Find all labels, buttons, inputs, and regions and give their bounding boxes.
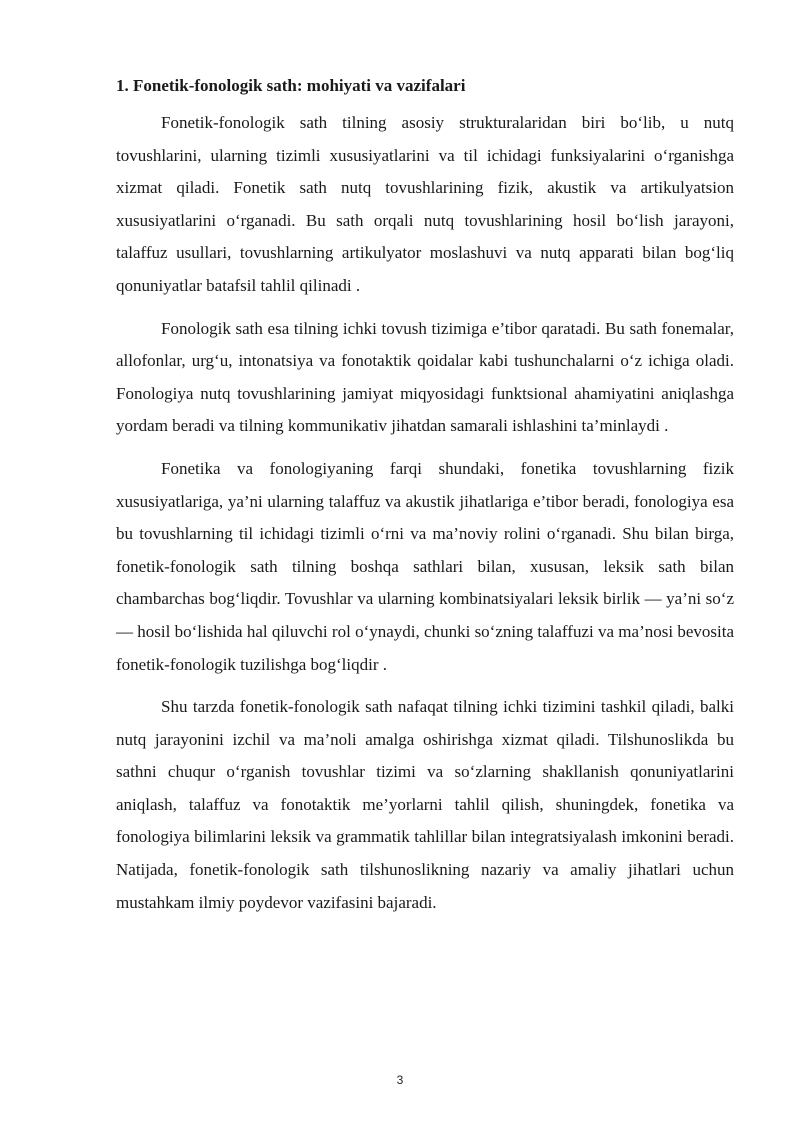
paragraph-2: Fonologik sath esa tilning ichki tovush tizimiga e’tibor qaratadi. Bu sath fonemalar, allofonlar, urg‘u, intonatsiya va fonotaktik qoidalar kabi tushunchalarni o‘z ichiga oladi. Fonologiya nutq tovushlarining jamiyat miqyosidagi funktsional ahamiyatini aniqlashga yordam beradi va tilning kommunikativ jihatdan samarali ishlashini ta’minlaydi . (116, 318, 734, 436)
page-number: 3 (396, 1073, 404, 1087)
document-page (116, 74, 734, 929)
section-heading: 1. Fonetik-fonologik sath: mohiyati va vazifalari (116, 76, 466, 95)
paragraph-3: Fonetika va fonologiyaning farqi shundaki, fonetika tovushlarning fizik xususiyatlariga, ya’ni ularning talaffuz va akustik jihatlariga e’tibor beradi, fonologiya esa bu tovushlarning til ichidagi tizimli o‘rni va ma’noviy rolini o‘rganadi. Shu bilan birga, fonetik-fonologik sath tilning boshqa sathlari bilan, xususan, leksik sath bilan chambarchas bog‘liqdir. Tovushlar va ularning kombinatsiyalari leksik birlik — ya’ni so‘z — hosil bo‘lishida hal qiluvchi rol o‘ynaydi, chunki so‘zning talaffuzi va ma’nosi bevosita fonetik-fonologik tuzilishga bog‘liqdir . (116, 458, 734, 674)
paragraph-4: Shu tarzda fonetik-fonologik sath nafaqat tilning ichki tizimini tashkil qiladi, balki nutq jarayonini izchil va ma’noli amalga oshirishga xizmat qiladi. Tilshunoslikda bu sathni chuqur o‘rganish tovushlar tizimi va so‘zlarning shakllanish qonuniyatlarini aniqlash, talaffuz va fonotaktik me’yorlarni tahlil qilish, shuningdek, fonetika va fonologiya bilimlarini leksik va grammatik tahlillar bilan integratsiyalash imkonini beradi. Natijada, fonetik-fonologik sath tilshunoslikning nazariy va amaliy jihatlari uchun mustahkam ilmiy poydevor vazifasini bajaradi. (116, 697, 734, 912)
paragraph-1: Fonetik-fonologik sath tilning asosiy strukturalaridan biri bo‘lib, u nutq tovushlarini, ularning tizimli xususiyatlarini va til ichidagi funksiyalarini o‘rganishga xizmat qiladi. Fonetik sath nutq tovushlarining fizik, akustik va artikulyatsion xususiyatlarini o‘rganadi. Bu sath orqali nutq tovushlarining hosil bo‘lish jarayoni, talaffuz usullari, tovushlarning artikulyator moslashuvi va nutq apparati bilan bog‘liq qonuniyatlar batafsil tahlil qilinadi . (116, 113, 734, 295)
